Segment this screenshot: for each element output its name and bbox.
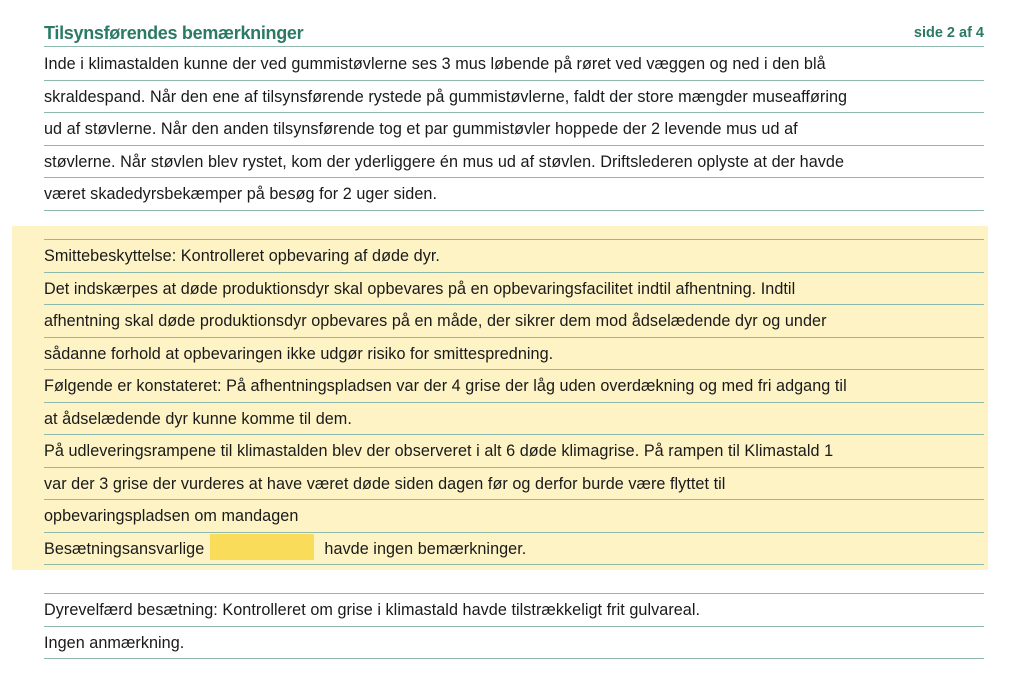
text-line: På udleveringsrampene til klimastalden blev der observeret i alt 6 døde klimagrise. På rampen til Klimastald 1 xyxy=(44,435,984,468)
text-line: Smittebeskyttelse: Kontrolleret opbevaring af døde dyr. xyxy=(44,240,984,273)
text-line: skraldespand. Når den ene af tilsynsførende rystede på gummistøvlerne, faldt der store mængder museafføring xyxy=(44,81,984,114)
text-line: var der 3 grise der vurderes at have været døde siden dagen før og derfor burde være flyttet til xyxy=(44,468,984,501)
text-line: støvlerne. Når støvlen blev rystet, kom der yderliggere én mus ud af støvlen. Driftslederen oplyste at der havde xyxy=(44,146,984,179)
text-line: Følgende er konstateret: På afhentningspladsen var der 4 grise der låg uden overdækning og med fri adgang til xyxy=(44,370,984,403)
text-line: ud af støvlerne. Når den anden tilsynsførende tog et par gummistøvler hoppede der 2 levende mus ud af xyxy=(44,113,984,146)
text-line: Det indskærpes at døde produktionsdyr skal opbevares på en opbevaringsfacilitet indtil afhentning. Indtil xyxy=(44,273,984,306)
section-header xyxy=(44,22,984,47)
spacer-line xyxy=(44,582,984,594)
text-line: sådanne forhold at opbevaringen ikke udgør risiko for smittespredning. xyxy=(44,338,984,371)
text-line: afhentning skal døde produktionsdyr opbevares på en måde, der sikrer dem mod ådselædende dyr og under xyxy=(44,305,984,338)
text-line: opbevaringspladsen om mandagen xyxy=(44,500,984,533)
text-line: Inde i klimastalden kunne der ved gummistøvlerne ses 3 mus løbende på røret ved væggen og ned i den blå xyxy=(44,48,984,81)
page-indicator: side 2 af 4 xyxy=(913,25,984,41)
animal-welfare-section xyxy=(44,582,984,659)
text-line: Dyrevelfærd besætning: Kontrolleret om grise i klimastald havde tilstrækkeligt frit gulvareal. xyxy=(44,594,984,627)
redacted-name xyxy=(210,534,314,560)
spacer-line xyxy=(44,228,984,240)
text-line: at ådselædende dyr kunne komme til dem. xyxy=(44,403,984,436)
infection-protection-section xyxy=(44,228,984,565)
responsible-remark-line xyxy=(44,533,984,566)
remark-text: havde ingen bemærkninger. xyxy=(324,539,527,558)
responsible-label: Besætningsansvarlige xyxy=(44,539,205,558)
text-line: Ingen anmærkning. xyxy=(44,627,984,660)
section-title: Tilsynsførendes bemærkninger xyxy=(44,23,304,43)
observation-notes xyxy=(44,48,984,211)
text-line: været skadedyrsbekæmper på besøg for 2 uger siden. xyxy=(44,178,984,211)
